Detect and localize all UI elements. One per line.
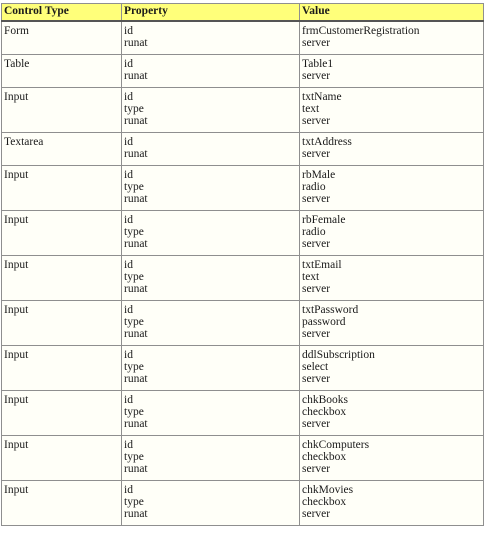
- property-name: id: [124, 169, 133, 181]
- property-value: chkComputers: [302, 439, 370, 451]
- property-name: runat: [124, 283, 148, 295]
- header-property: Property: [122, 4, 300, 22]
- property-value: server: [302, 37, 331, 49]
- table-header-row: [2, 4, 484, 22]
- property-name: type: [124, 451, 144, 463]
- property-name: id: [124, 349, 133, 361]
- value-cell: [300, 481, 484, 526]
- control-type-cell: Textarea: [2, 133, 122, 166]
- property-value: password: [302, 316, 346, 328]
- property-value: server: [302, 463, 331, 475]
- property-name: runat: [124, 463, 148, 475]
- value-cell: [300, 256, 484, 301]
- property-name: runat: [124, 115, 148, 127]
- control-type-cell: Input: [2, 346, 122, 391]
- property-name: type: [124, 316, 144, 328]
- property-value: radio: [302, 226, 326, 238]
- property-name: runat: [124, 373, 148, 385]
- property-value: select: [302, 361, 329, 373]
- property-value: server: [302, 328, 331, 340]
- table-row: [2, 346, 484, 391]
- table-row: [2, 55, 484, 88]
- property-cell: [122, 211, 300, 256]
- control-type-cell: Input: [2, 256, 122, 301]
- property-value: server: [302, 115, 331, 127]
- property-name: id: [124, 25, 133, 37]
- value-cell: [300, 133, 484, 166]
- property-name: id: [124, 439, 133, 451]
- property-value: txtEmail: [302, 259, 342, 271]
- table-row: [2, 166, 484, 211]
- table-row: [2, 133, 484, 166]
- property-name: type: [124, 271, 144, 283]
- property-name: id: [124, 394, 133, 406]
- header-control-type: Control Type: [2, 4, 122, 22]
- property-name: id: [124, 484, 133, 496]
- property-value: server: [302, 418, 331, 430]
- control-type-cell: Input: [2, 211, 122, 256]
- control-type-cell: Input: [2, 166, 122, 211]
- property-value: checkbox: [302, 451, 347, 463]
- property-cell: [122, 436, 300, 481]
- property-name: runat: [124, 37, 148, 49]
- property-cell: [122, 21, 300, 55]
- property-cell: [122, 391, 300, 436]
- control-type-cell: Input: [2, 88, 122, 133]
- table-row: [2, 211, 484, 256]
- property-cell: [122, 88, 300, 133]
- property-cell: [122, 481, 300, 526]
- value-cell: [300, 166, 484, 211]
- property-name: id: [124, 304, 133, 316]
- table-row: [2, 88, 484, 133]
- property-name: type: [124, 496, 144, 508]
- property-cell: [122, 301, 300, 346]
- value-cell: [300, 55, 484, 88]
- property-name: runat: [124, 418, 148, 430]
- value-cell: [300, 436, 484, 481]
- property-cell: [122, 346, 300, 391]
- property-name: runat: [124, 238, 148, 250]
- property-value: txtName: [302, 91, 342, 103]
- value-cell: [300, 301, 484, 346]
- control-type-cell: Input: [2, 436, 122, 481]
- table-row: [2, 256, 484, 301]
- property-value: ddlSubscription: [302, 349, 375, 361]
- property-value: frmCustomerRegistration: [302, 25, 420, 37]
- property-value: chkBooks: [302, 394, 348, 406]
- table-row: [2, 391, 484, 436]
- property-name: type: [124, 406, 144, 418]
- property-name: id: [124, 58, 133, 70]
- value-cell: [300, 21, 484, 55]
- property-name: id: [124, 259, 133, 271]
- control-type-cell: Input: [2, 301, 122, 346]
- control-type-cell: Table: [2, 55, 122, 88]
- property-value: text: [302, 103, 320, 115]
- control-type-cell: Form: [2, 21, 122, 55]
- controls-table: [1, 3, 484, 526]
- property-value: server: [302, 373, 331, 385]
- table-row: [2, 436, 484, 481]
- property-value: server: [302, 148, 331, 160]
- property-name: runat: [124, 148, 148, 160]
- property-name: id: [124, 91, 133, 103]
- property-name: type: [124, 103, 144, 115]
- property-value: chkMovies: [302, 484, 354, 496]
- property-value: text: [302, 271, 320, 283]
- property-name: id: [124, 136, 133, 148]
- control-type-cell: Input: [2, 391, 122, 436]
- property-value: Table1: [302, 58, 334, 70]
- table-row: [2, 481, 484, 526]
- property-value: rbMale: [302, 169, 336, 181]
- property-value: rbFemale: [302, 214, 346, 226]
- property-value: txtAddress: [302, 136, 352, 148]
- property-value: checkbox: [302, 496, 347, 508]
- property-name: runat: [124, 193, 148, 205]
- table-row: [2, 21, 484, 55]
- property-value: checkbox: [302, 406, 347, 418]
- property-value: server: [302, 238, 331, 250]
- property-value: server: [302, 193, 331, 205]
- property-value: server: [302, 283, 331, 295]
- property-cell: [122, 133, 300, 166]
- table-body: [2, 21, 484, 526]
- property-name: runat: [124, 70, 148, 82]
- property-value: txtPassword: [302, 304, 359, 316]
- property-name: id: [124, 214, 133, 226]
- property-name: runat: [124, 328, 148, 340]
- property-name: type: [124, 361, 144, 373]
- property-cell: [122, 166, 300, 211]
- property-cell: [122, 256, 300, 301]
- table-row: [2, 301, 484, 346]
- property-name: runat: [124, 508, 148, 520]
- property-cell: [122, 55, 300, 88]
- property-name: type: [124, 181, 144, 193]
- value-cell: [300, 211, 484, 256]
- value-cell: [300, 346, 484, 391]
- property-value: server: [302, 508, 331, 520]
- property-value: radio: [302, 181, 326, 193]
- control-type-cell: Input: [2, 481, 122, 526]
- property-value: server: [302, 70, 331, 82]
- value-cell: [300, 88, 484, 133]
- value-cell: [300, 391, 484, 436]
- property-name: type: [124, 226, 144, 238]
- header-value: Value: [300, 4, 484, 22]
